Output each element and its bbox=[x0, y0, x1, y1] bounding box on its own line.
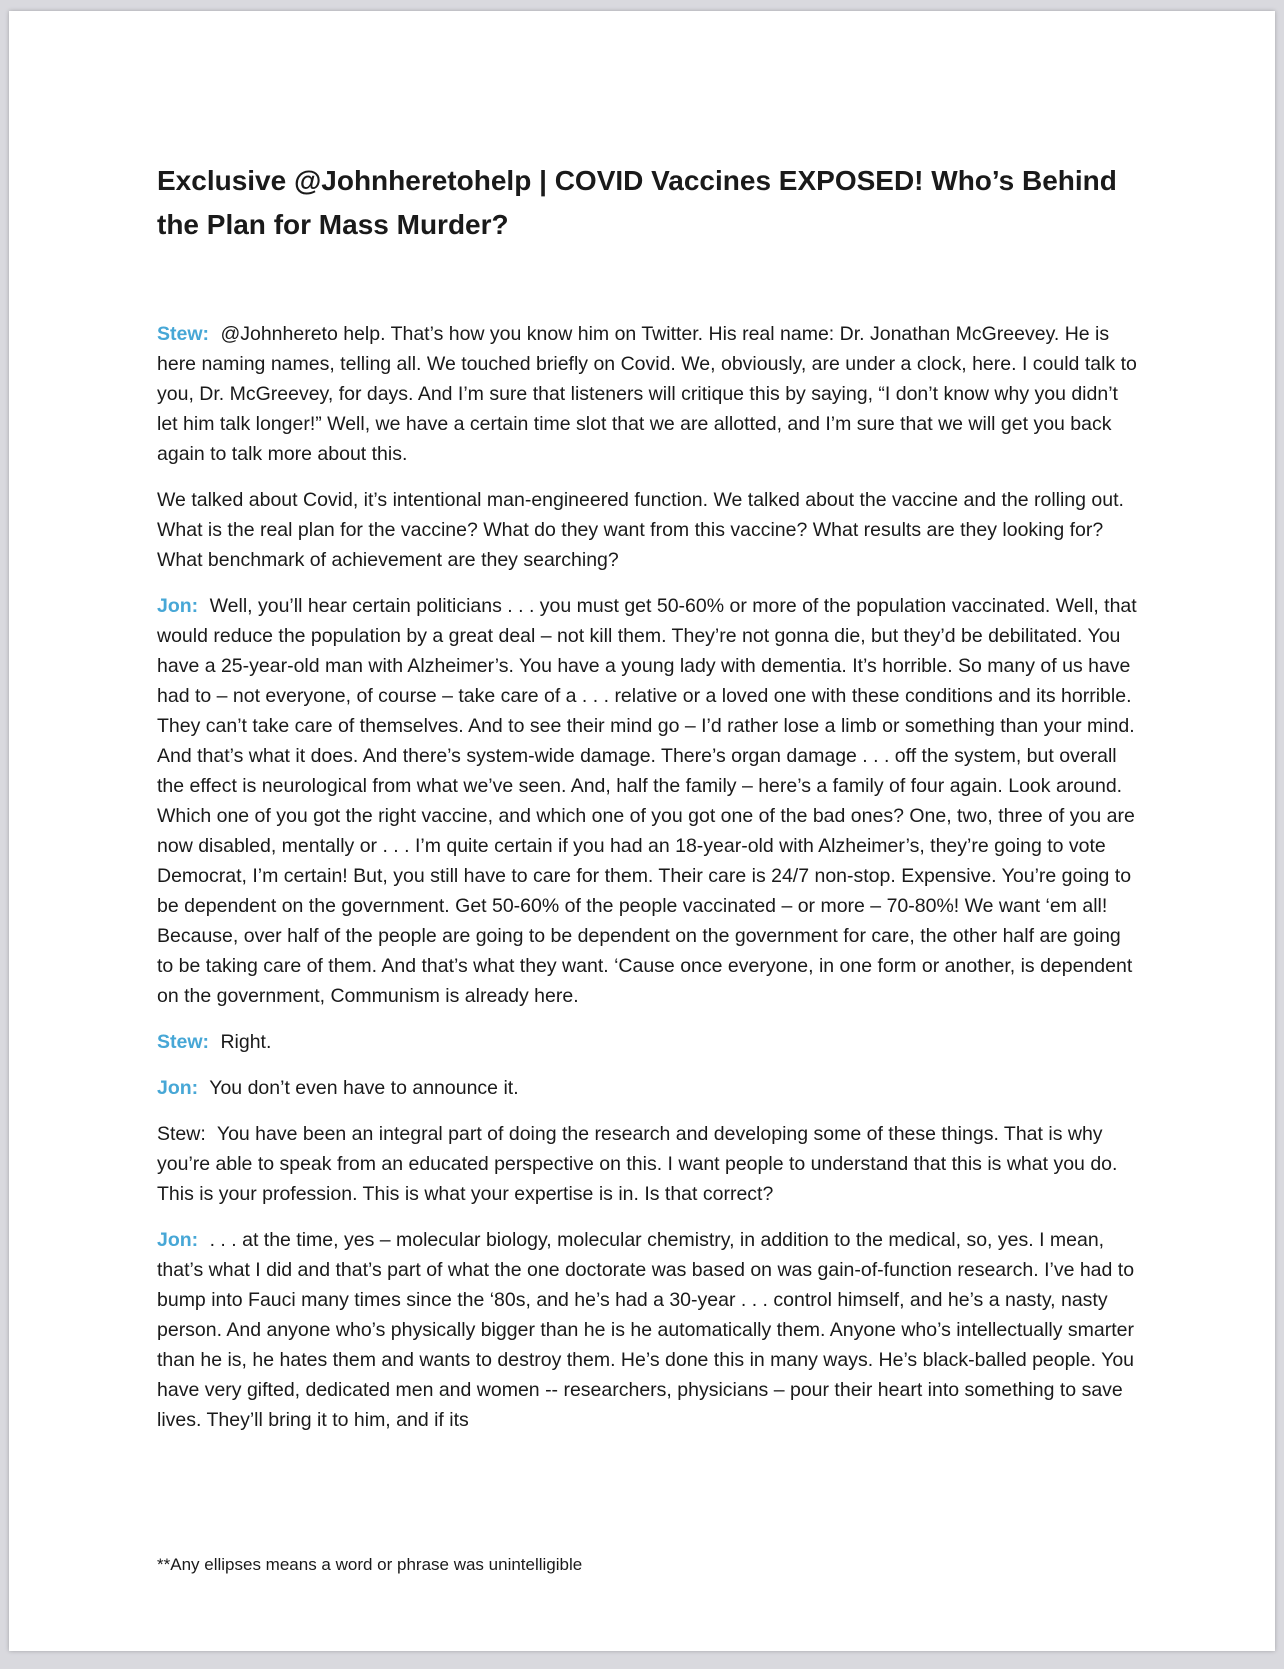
paragraph-text: @Johnhereto help. That’s how you know him on Twitter. His real name: Dr. Jonathan McGreevey. He is here naming names, telling all. We touched briefly on Covid. We, obviously, are under a clock, here. I could talk to you, Dr. McGreevey, for days. And I’m sure that listeners will critique this by saying, “I don’t know why you didn’t let him talk longer!” Well, we have a certain time slot that we are allotted, and I’m sure that we will get you back again to talk more about this. bbox=[157, 323, 1137, 465]
document-body bbox=[157, 159, 1142, 1451]
speaker-label: Stew: bbox=[157, 1031, 210, 1053]
transcript-paragraph bbox=[157, 1225, 1142, 1435]
document-title: Exclusive @Johnheretohelp | COVID Vaccines EXPOSED! Who’s Behind the Plan for Mass Murder? bbox=[157, 165, 1117, 240]
footnote: **Any ellipses means a word or phrase was unintelligible bbox=[157, 1555, 583, 1574]
speaker-label: Stew: bbox=[157, 323, 210, 345]
paragraph-text: Right. bbox=[220, 1031, 272, 1053]
paragraph-text: . . . at the time, yes – molecular biology, molecular chemistry, in addition to the medical, so, yes. I mean, that’s what I did and that’s part of what the one doctorate was based on was gain-of-function research. I’ve had to bump into Fauci many times since the ‘80s, and he’s had a 30-year . . . control himself, and he’s a nasty, nasty person. And anyone who’s physically bigger than he is he automatically them. Anyone who’s intellectually smarter than he is, he hates them and wants to destroy them. He’s done this in many ways. He’s black-balled people. You have very gifted, dedicated men and women -- researchers, physicians – pour their heart into something to save lives. They’ll bring it to him, and if its bbox=[157, 1229, 1135, 1431]
paragraph-text: You don’t even have to announce it. bbox=[209, 1077, 519, 1099]
paragraph-text: Well, you’ll hear certain politicians . . . you must get 50-60% or more of the population vaccinated. Well, that would reduce the population by a great deal – not kill them. They’re not gonna die, but they’d be debilitated. You have a 25-year-old man with Alzheimer’s. You have a young lady with dementia. It’s horrible. So many of us have had to – not everyone, of course – take care of a . . . relative or a loved one with these conditions and its horrible. They can’t take care of themselves. And to see their mind go – I’d rather lose a limb or something than your mind. And that’s what it does. And there’s system-wide damage. There’s organ damage . . . off the system, but overall the effect is neurological from what we’ve seen. And, half the family – here’s a family of four again. Look around. Which one of you got the right vaccine, and which one of you got one of the bad ones? One, two, three of you are now disabled, mentally or . . . I’m quite certain if you had an 18-year-old with Alzheimer’s, they’re going to vote Democrat, I’m certain! But, you still have to care for them. Their care is 24/7 non-stop. Expensive. You’re going to be dependent on the government. Get 50-60% of the people vaccinated – or more – 70-80%! We want ‘em all! Because, over half of the people are going to be dependent on the government for care, the other half are going to be taking care of them. And that’s what they want. ‘Cause once everyone, in one form or another, is dependent on the government, Communism is already here. bbox=[157, 595, 1137, 1007]
transcript-paragraph bbox=[157, 1027, 1142, 1057]
speaker-label: Stew: bbox=[157, 1123, 206, 1145]
transcript-paragraph bbox=[157, 591, 1142, 1011]
transcript-paragraph bbox=[157, 319, 1142, 469]
speaker-label: Jon: bbox=[157, 1077, 199, 1099]
speaker-label: Jon: bbox=[157, 595, 199, 617]
paragraph-text: We talked about Covid, it’s intentional man-engineered function. We talked about the vaccine and the rolling out. What is the real plan for the vaccine? What do they want from this vaccine? What results are they looking for? What benchmark of achievement are they searching? bbox=[157, 489, 1124, 571]
document-page bbox=[9, 11, 1275, 1651]
transcript-paragraph bbox=[157, 485, 1142, 575]
speaker-label: Jon: bbox=[157, 1229, 199, 1251]
paragraph-text: You have been an integral part of doing the research and developing some of these things. That is why you’re able to speak from an educated perspective on this. I want people to understand that this is what you do. This is your profession. This is what your expertise is in. Is that correct? bbox=[157, 1123, 1118, 1205]
transcript-paragraph bbox=[157, 1119, 1142, 1209]
transcript-paragraph bbox=[157, 1073, 1142, 1103]
